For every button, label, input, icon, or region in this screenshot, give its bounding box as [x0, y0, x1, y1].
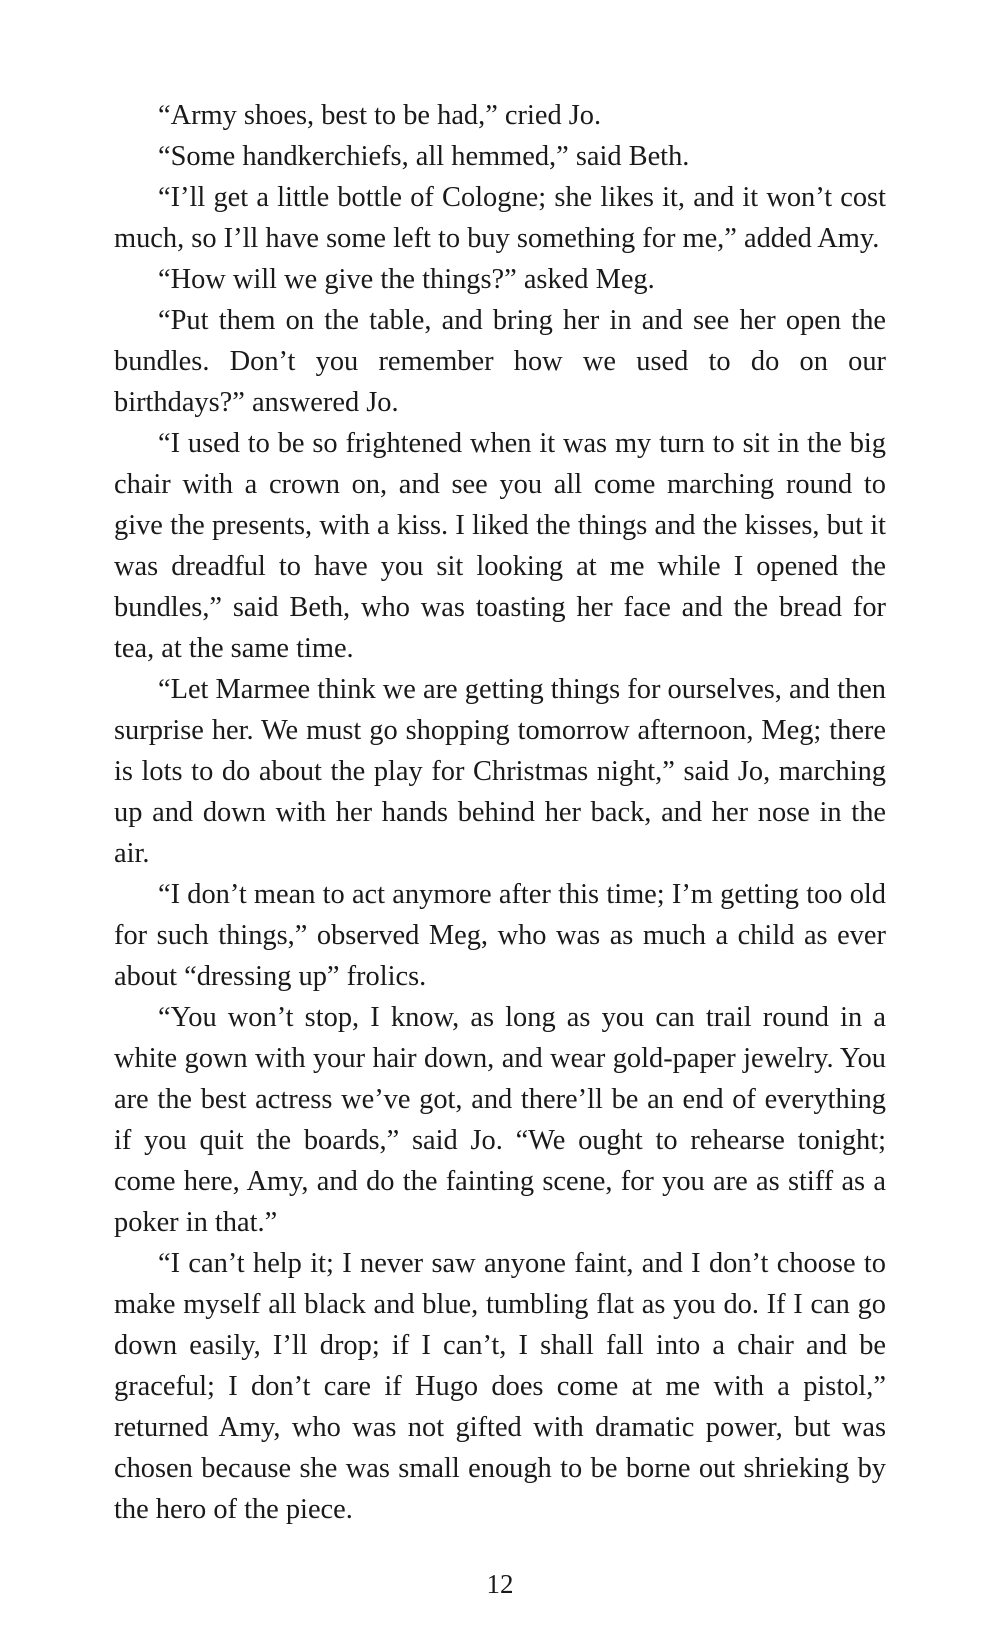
paragraph: “Some handkerchiefs, all hemmed,” said Beth. — [158, 141, 690, 172]
paragraph: “I’ll get a little bottle of Cologne; she likes it, and it won’t cost much, so I’ll have some left to buy something for me,” added Amy. — [114, 182, 886, 254]
paragraph: “I can’t help it; I never saw anyone faint, and I don’t choose to make myself all black and blue, tumbling flat as you do. If I can go down easily, I’ll drop; if I can’t, I shall fall into a chair and be graceful; I don’t care if Hugo does come at me with a pistol,” returned Amy, who was not gifted with dramatic power, but was chosen because she was small enough to be borne out shrieking by the hero of the piece. — [114, 1248, 886, 1525]
paragraph: “I used to be so frightened when it was my turn to sit in the big chair with a crown on, and see you all come marching round to give the presents, with a kiss. I liked the things and the kisses, but it was dreadful to have you sit looking at me while I opened the bundles,” said Beth, who was toasting her face and the bread for tea, at the same time. — [114, 428, 886, 664]
paragraph: “How will we give the things?” asked Meg. — [158, 264, 655, 295]
page-number: 12 — [486, 1569, 514, 1599]
paragraph: “Let Marmee think we are getting things for ourselves, and then surprise her. We must go shopping tomorrow afternoon, Meg; there is lots to do about the play for Christmas night,” said Jo, marching up and down with her hands behind her back, and her nose in the air. — [114, 674, 886, 869]
paragraph: “You won’t stop, I know, as long as you can trail round in a white gown with your hair down, and wear gold-paper jewelry. You are the best actress we’ve got, and there’ll be an end of everything if you quit the boards,” said Jo. “We ought to rehearse tonight; come here, Amy, and do the fainting scene, for you are as stiff as a poker in that.” — [114, 1002, 886, 1238]
paragraph: “Army shoes, best to be had,” cried Jo. — [158, 100, 602, 131]
paragraph: “Put them on the table, and bring her in and see her open the bundles. Don’t you remember how we used to do on our birthdays?” answered Jo. — [114, 305, 886, 418]
body-text — [114, 95, 886, 1530]
paragraph: “I don’t mean to act anymore after this time; I’m getting too old for such things,” observed Meg, who was as much a child as ever about “dressing up” frolics. — [114, 879, 886, 992]
